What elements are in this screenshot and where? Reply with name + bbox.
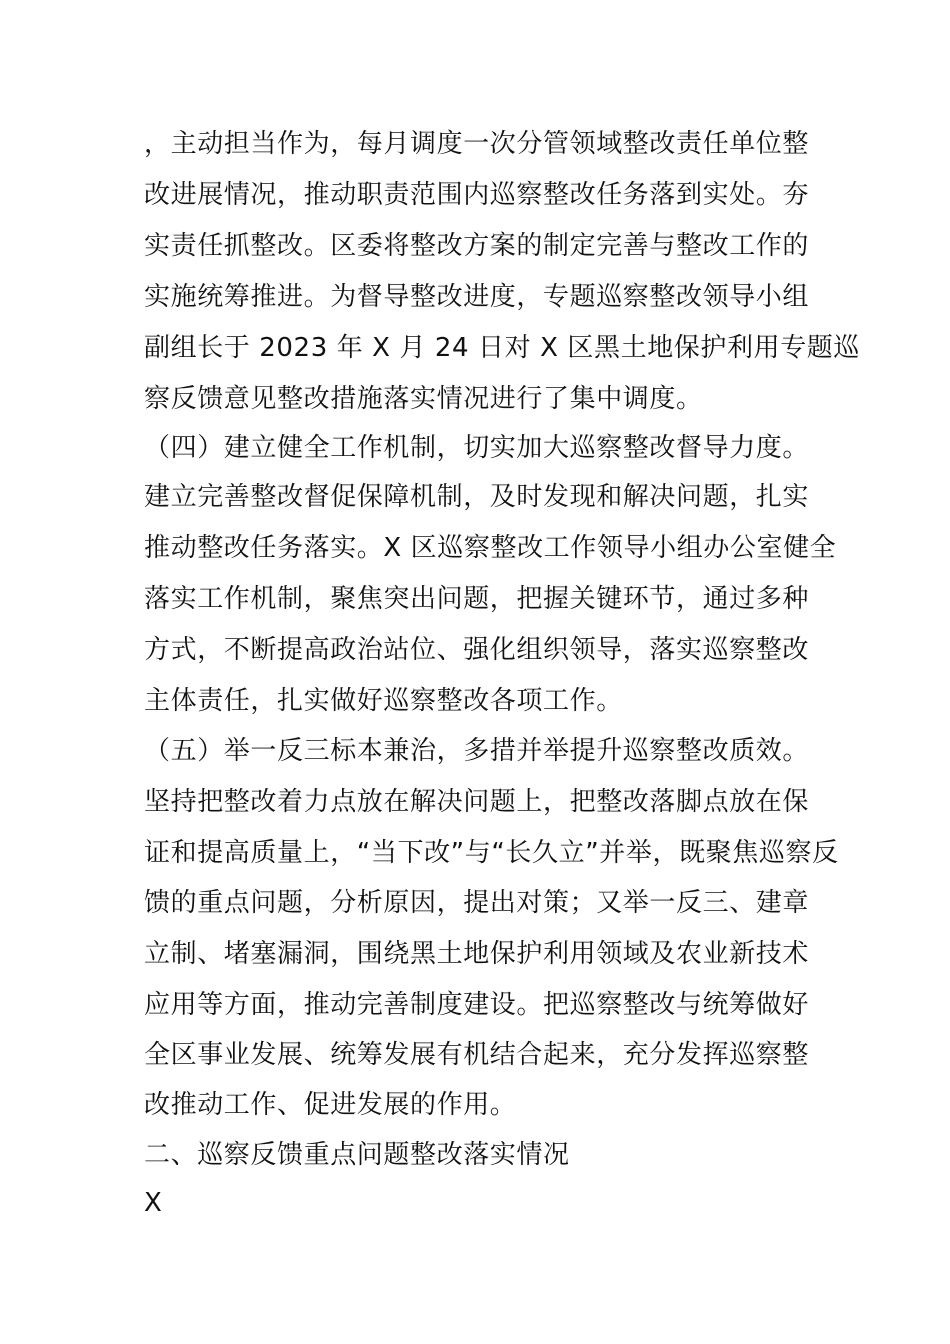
text-line: 实施统筹推进。为督导整改进度，专题巡察整改领导小组 xyxy=(144,282,810,312)
text-line: 证和提高质量上，“当下改”与“长久立”并举，既聚焦巡察反 xyxy=(144,838,839,868)
text-line: 落实工作机制，聚焦突出问题，把握关键环节，通过多种 xyxy=(144,584,810,614)
text-line: 方式，不断提高政治站位、强化组织领导，落实巡察整改 xyxy=(144,635,810,665)
text-line: 改推动工作、促进发展的作用。 xyxy=(144,1090,517,1120)
text-line: 立制、堵塞漏洞，围绕黑土地保护利用领域及农业新技术 xyxy=(144,939,810,969)
text-line: 改进展情况，推动职责范围内巡察整改任务落到实处。夯 xyxy=(144,180,810,210)
text-line: 应用等方面，推动完善制度建设。把巡察整改与统筹做好 xyxy=(144,990,810,1020)
text-line: 建立完善整改督促保障机制，及时发现和解决问题，扎实 xyxy=(144,482,810,512)
text-line: 推动整改任务落实。X 区巡察整改工作领导小组办公室健全 xyxy=(144,533,837,563)
text-line: 主体责任，扎实做好巡察整改各项工作。 xyxy=(144,686,623,716)
section-heading: （四）建立健全工作机制，切实加大巡察整改督导力度。 xyxy=(144,433,810,463)
text-line: 实责任抓整改。区委将整改方案的制定完善与整改工作的 xyxy=(144,231,810,261)
text-line: 察反馈意见整改措施落实情况进行了集中调度。 xyxy=(144,384,703,414)
section-heading: 二、巡察反馈重点问题整改落实情况 xyxy=(144,1140,570,1170)
text-line: 副组长于 2023 年 X 月 24 日对 X 区黑土地保护利用专题巡 xyxy=(144,333,860,363)
text-line: 馈的重点问题，分析原因，提出对策；又举一反三、建章 xyxy=(144,888,810,918)
text-line: 全区事业发展、统筹发展有机结合起来，充分发挥巡察整 xyxy=(144,1040,810,1070)
text-line: X xyxy=(144,1188,163,1218)
text-line: 坚持把整改着力点放在解决问题上，把整改落脚点放在保 xyxy=(144,787,810,817)
section-heading: （五）举一反三标本兼治，多措并举提升巡察整改质效。 xyxy=(144,736,810,766)
text-line: ，主动担当作为，每月调度一次分管领域整改责任单位整 xyxy=(144,129,810,159)
